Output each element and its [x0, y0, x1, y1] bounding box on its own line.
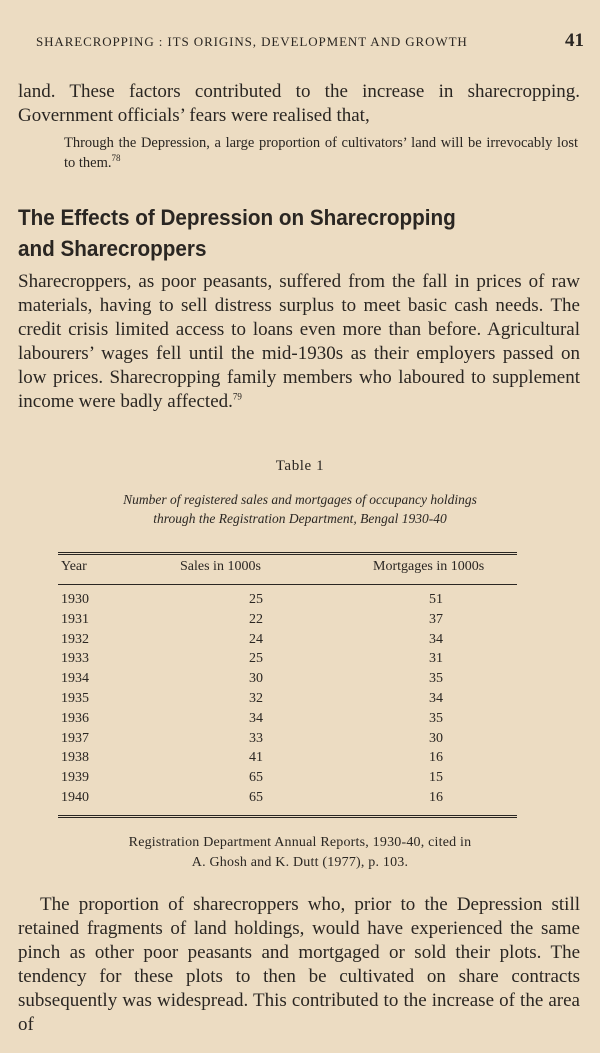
block-quote: [64, 133, 578, 173]
section-heading: [18, 202, 546, 264]
table-row: [58, 711, 517, 731]
cell-sales: 32: [249, 690, 263, 706]
cell-mortgages: 15: [429, 770, 443, 786]
cell-mortgages: 51: [429, 592, 443, 607]
cell-year: 1935: [61, 690, 89, 706]
cell-mortgages: 16: [429, 789, 443, 805]
paragraph-continued: land. These factors contributed to the increase in sharecropping. Government officials’ fears were realised that,: [18, 81, 580, 126]
table-row: [58, 632, 517, 652]
cell-year: 1931: [61, 611, 89, 627]
cell-year: 1937: [61, 730, 89, 746]
cell-mortgages: 16: [429, 750, 443, 766]
table-header-year: Year: [61, 559, 87, 574]
page-number: 41: [565, 30, 584, 51]
table-bottom-rule: [58, 815, 517, 818]
table-top-rule: [58, 552, 517, 555]
table-row: [58, 750, 517, 770]
cell-year: 1939: [61, 770, 89, 786]
table-row: [58, 612, 517, 632]
table-row: [58, 651, 517, 671]
cell-year: 1934: [61, 671, 89, 687]
block-quote-text: Through the Depression, a large proportion of cultivators’ land will be irrevocably lost to them.: [64, 135, 578, 171]
table-caption: [60, 490, 540, 528]
section-heading-line1: The Effects of Depression on Sharecropping: [18, 205, 456, 230]
cell-sales: 25: [249, 651, 263, 667]
cell-mortgages: 31: [429, 651, 443, 667]
cell-year: 1932: [61, 631, 89, 647]
section-heading-line2: and Sharecroppers: [18, 236, 207, 261]
footnote-ref-79: 79: [232, 391, 242, 402]
cell-sales: 33: [249, 730, 263, 746]
cell-mortgages: 35: [429, 710, 443, 726]
table-header-sales: Sales in 1000s: [180, 559, 261, 574]
cell-year: 1940: [61, 789, 89, 805]
cell-sales: 65: [249, 770, 263, 786]
paragraph-land-holdings: The proportion of sharecroppers who, prior to the Depression still retained fragments of land holdings, would have experienced the same pinch as other poor peasants and mortgaged or sold their plots. The tendency for these plots to then be cultivated on share contracts subsequently was widespread. This contributed to the increase of the area of: [18, 894, 580, 1035]
table-source-line1: Registration Department Annual Reports, 1930-40, cited in: [128, 835, 472, 850]
table-row: [58, 592, 517, 612]
cell-mortgages: 35: [429, 671, 443, 687]
cell-mortgages: 34: [429, 631, 443, 647]
table-header-mortgages: Mortgages in 1000s: [373, 559, 485, 574]
table-row: [58, 691, 517, 711]
table-label: Table 1: [275, 458, 325, 474]
table-row: [58, 790, 517, 810]
cell-sales: 34: [249, 710, 263, 726]
table-row: [58, 731, 517, 751]
cell-sales: 30: [249, 671, 263, 687]
cell-year: 1938: [61, 750, 89, 766]
table-caption-line1: Number of registered sales and mortgages of occupancy holdings: [123, 492, 477, 507]
cell-year: 1933: [61, 651, 89, 667]
table-source: [40, 833, 560, 873]
table-body: [58, 592, 517, 810]
cell-sales: 41: [249, 750, 263, 766]
cell-mortgages: 34: [429, 690, 443, 706]
running-head-title: SHARECROPPING : ITS ORIGINS, DEVELOPMENT AND GROWTH: [36, 34, 468, 49]
cell-sales: 25: [249, 592, 263, 607]
footnote-ref-78: 78: [111, 153, 121, 164]
cell-sales: 24: [249, 631, 263, 647]
cell-year: 1936: [61, 710, 89, 726]
table-caption-line2: through the Registration Department, Bengal 1930-40: [153, 511, 447, 526]
cell-sales: 65: [249, 789, 263, 805]
cell-sales: 22: [249, 611, 263, 627]
cell-mortgages: 30: [429, 730, 443, 746]
table-row: [58, 671, 517, 691]
table-source-line2: A. Ghosh and K. Dutt (1977), p. 103.: [191, 855, 409, 870]
table-row: [58, 770, 517, 790]
table-header-rule: [58, 584, 517, 585]
cell-year: 1930: [61, 592, 89, 607]
paragraph-depression-effects-text: Sharecroppers, as poor peasants, suffered from the fall in prices of raw materials, having to sell distress surplus to meet basic cash needs. The credit crisis limited access to loans even more than before. Agricultural labourers’ wages fell until the mid-1930s as their employers passed on low prices. Sharecropping family members who laboured to supplement income were badly affected.: [18, 271, 580, 412]
cell-mortgages: 37: [429, 611, 443, 627]
paragraph-depression-effects: [18, 270, 580, 414]
